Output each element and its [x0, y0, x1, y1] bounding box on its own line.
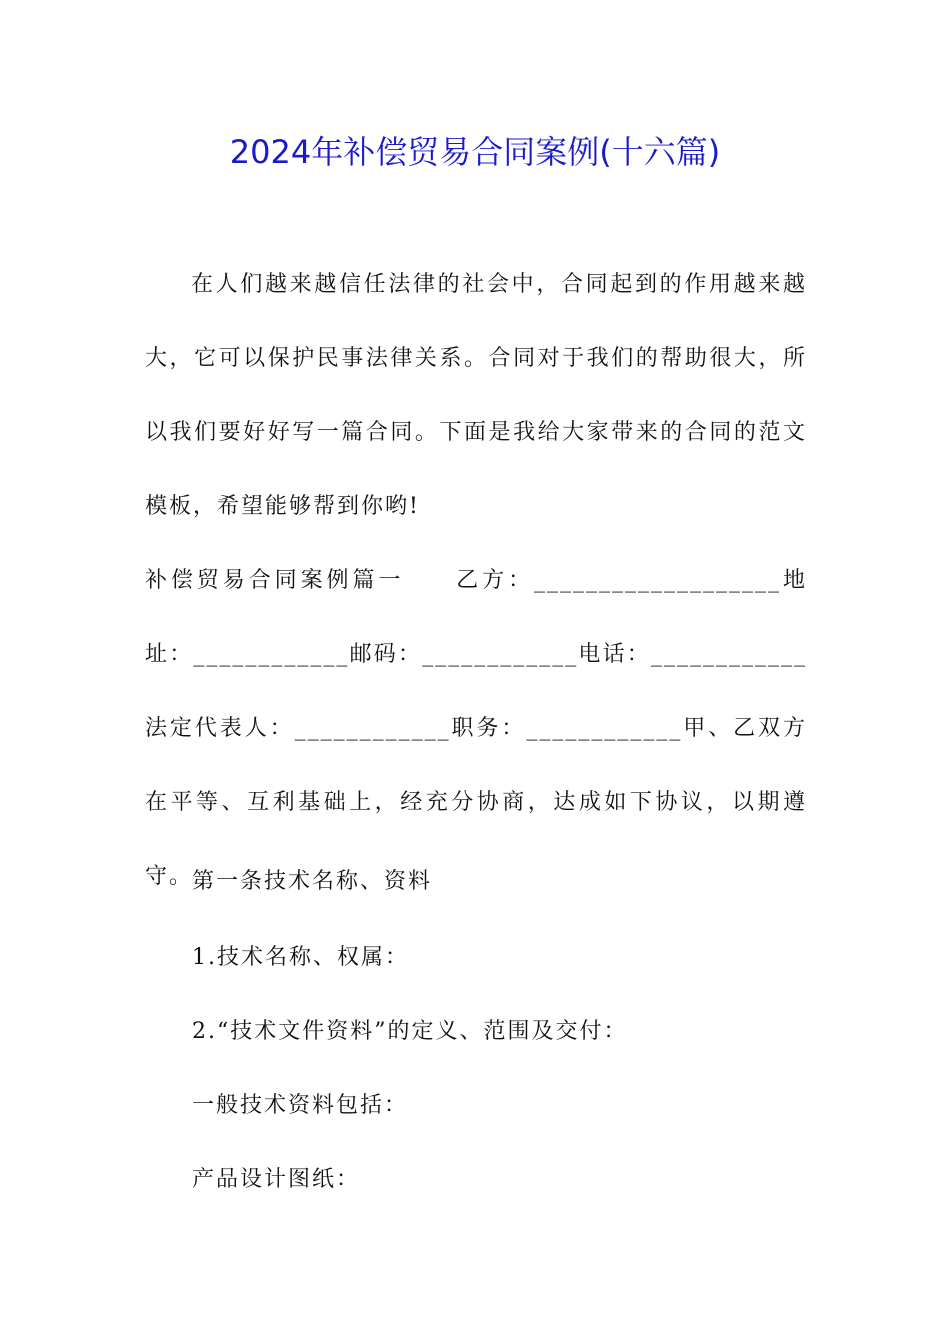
item-2-technical-documents: 2.“技术文件资料”的定义、范围及交付： [192, 1019, 628, 1044]
item-1-technology-name: 1.技术名称、权属： [192, 945, 409, 970]
intro-paragraph: 在人们越来越信任法律的社会中，合同起到的作用越来越大，它可以保护民事法律关系。合同对于我们的帮助很大，所以我们要好好写一篇合同。下面是我给大家带来的合同的范文模板，希望能够帮到你哟! [145, 272, 807, 519]
contract-opening-paragraph: 补偿贸易合同案例篇一 乙方：___________________地址：____________邮码：____________电话：____________法定代表人：____________职务：____________甲、乙双方在平等、互利基础上，经充分协商，达成如下协议，以期遵守。 [145, 568, 807, 889]
product-design-drawings: 产品设计图纸： [192, 1167, 361, 1192]
document-title: 2024年补偿贸易合同案例(十六篇) [229, 133, 721, 171]
general-technical-info: 一般技术资料包括： [192, 1093, 409, 1118]
article-1-heading: 第一条技术名称、资料 [192, 869, 433, 894]
